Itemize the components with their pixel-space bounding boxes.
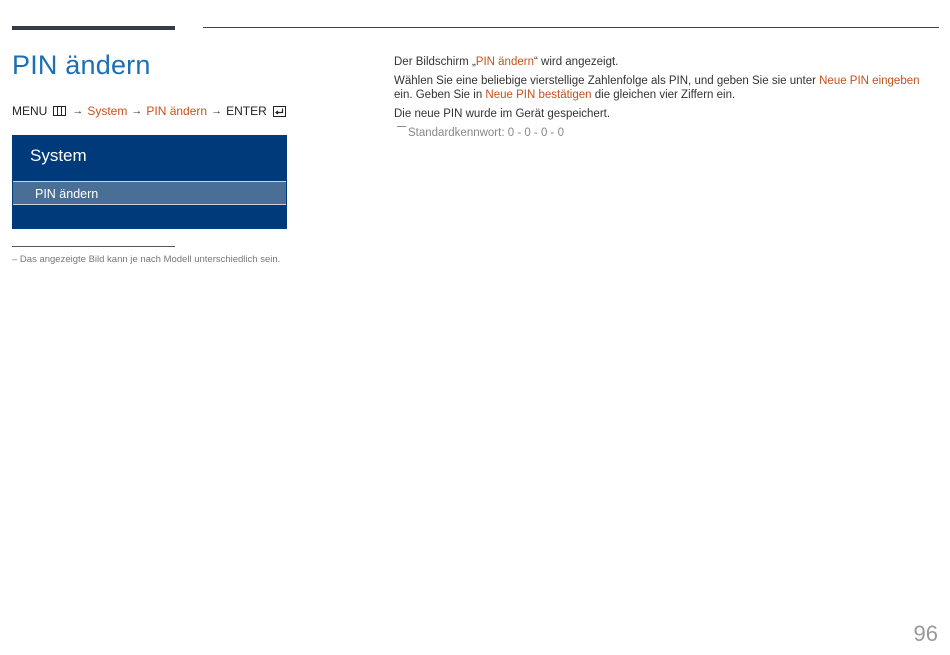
arrow-icon: → [211, 105, 223, 117]
breadcrumb [12, 104, 286, 118]
menu-grid-icon [53, 106, 66, 116]
paragraph-pin-saved: Die neue PIN wurde im Gerät gespeichert. [394, 108, 611, 120]
breadcrumb-enter: ENTER [226, 104, 267, 118]
content-body [394, 55, 934, 140]
panel-title: System [30, 146, 87, 165]
note-divider [12, 246, 175, 247]
link-neue-pin-eingeben: Neue PIN eingeben [819, 75, 920, 87]
link-neue-pin-bestaetigen: Neue PIN bestätigen [485, 89, 592, 101]
panel-item-label: PIN ändern [35, 187, 99, 201]
enter-icon [273, 106, 286, 117]
panel-item-pin-aendern [13, 181, 286, 205]
breadcrumb-menu: MENU [12, 104, 48, 118]
page-number: 96 [913, 621, 938, 646]
dash-icon [397, 126, 406, 127]
paragraph-enter-pin: Wählen Sie eine beliebige vierstellige Zahlenfolge als PIN, und geben Sie sie unter Neue PIN eingeben ein. Geben Sie in Neue PIN bestätigen die gleichen vier Ziffern ein. [394, 75, 920, 101]
footnote-default-password [394, 126, 934, 140]
arrow-icon: → [131, 105, 143, 117]
menu-screenshot-panel [12, 135, 287, 229]
header-bar [12, 26, 175, 30]
page-title: PIN ändern [12, 50, 151, 80]
link-pin-aendern: PIN ändern [475, 56, 534, 68]
image-note: – Das angezeigte Bild kann je nach Modell unterschiedlich sein. [12, 254, 281, 265]
header-rule [203, 27, 939, 28]
breadcrumb-pin-aendern: PIN ändern [146, 104, 208, 118]
paragraph-screen-shown: Der Bildschirm „PIN ändern“ wird angezeigt. [394, 56, 619, 68]
breadcrumb-system: System [87, 104, 128, 118]
footnote-text: Standardkennwort: 0 - 0 - 0 - 0 [408, 127, 564, 139]
arrow-icon: → [72, 105, 84, 117]
